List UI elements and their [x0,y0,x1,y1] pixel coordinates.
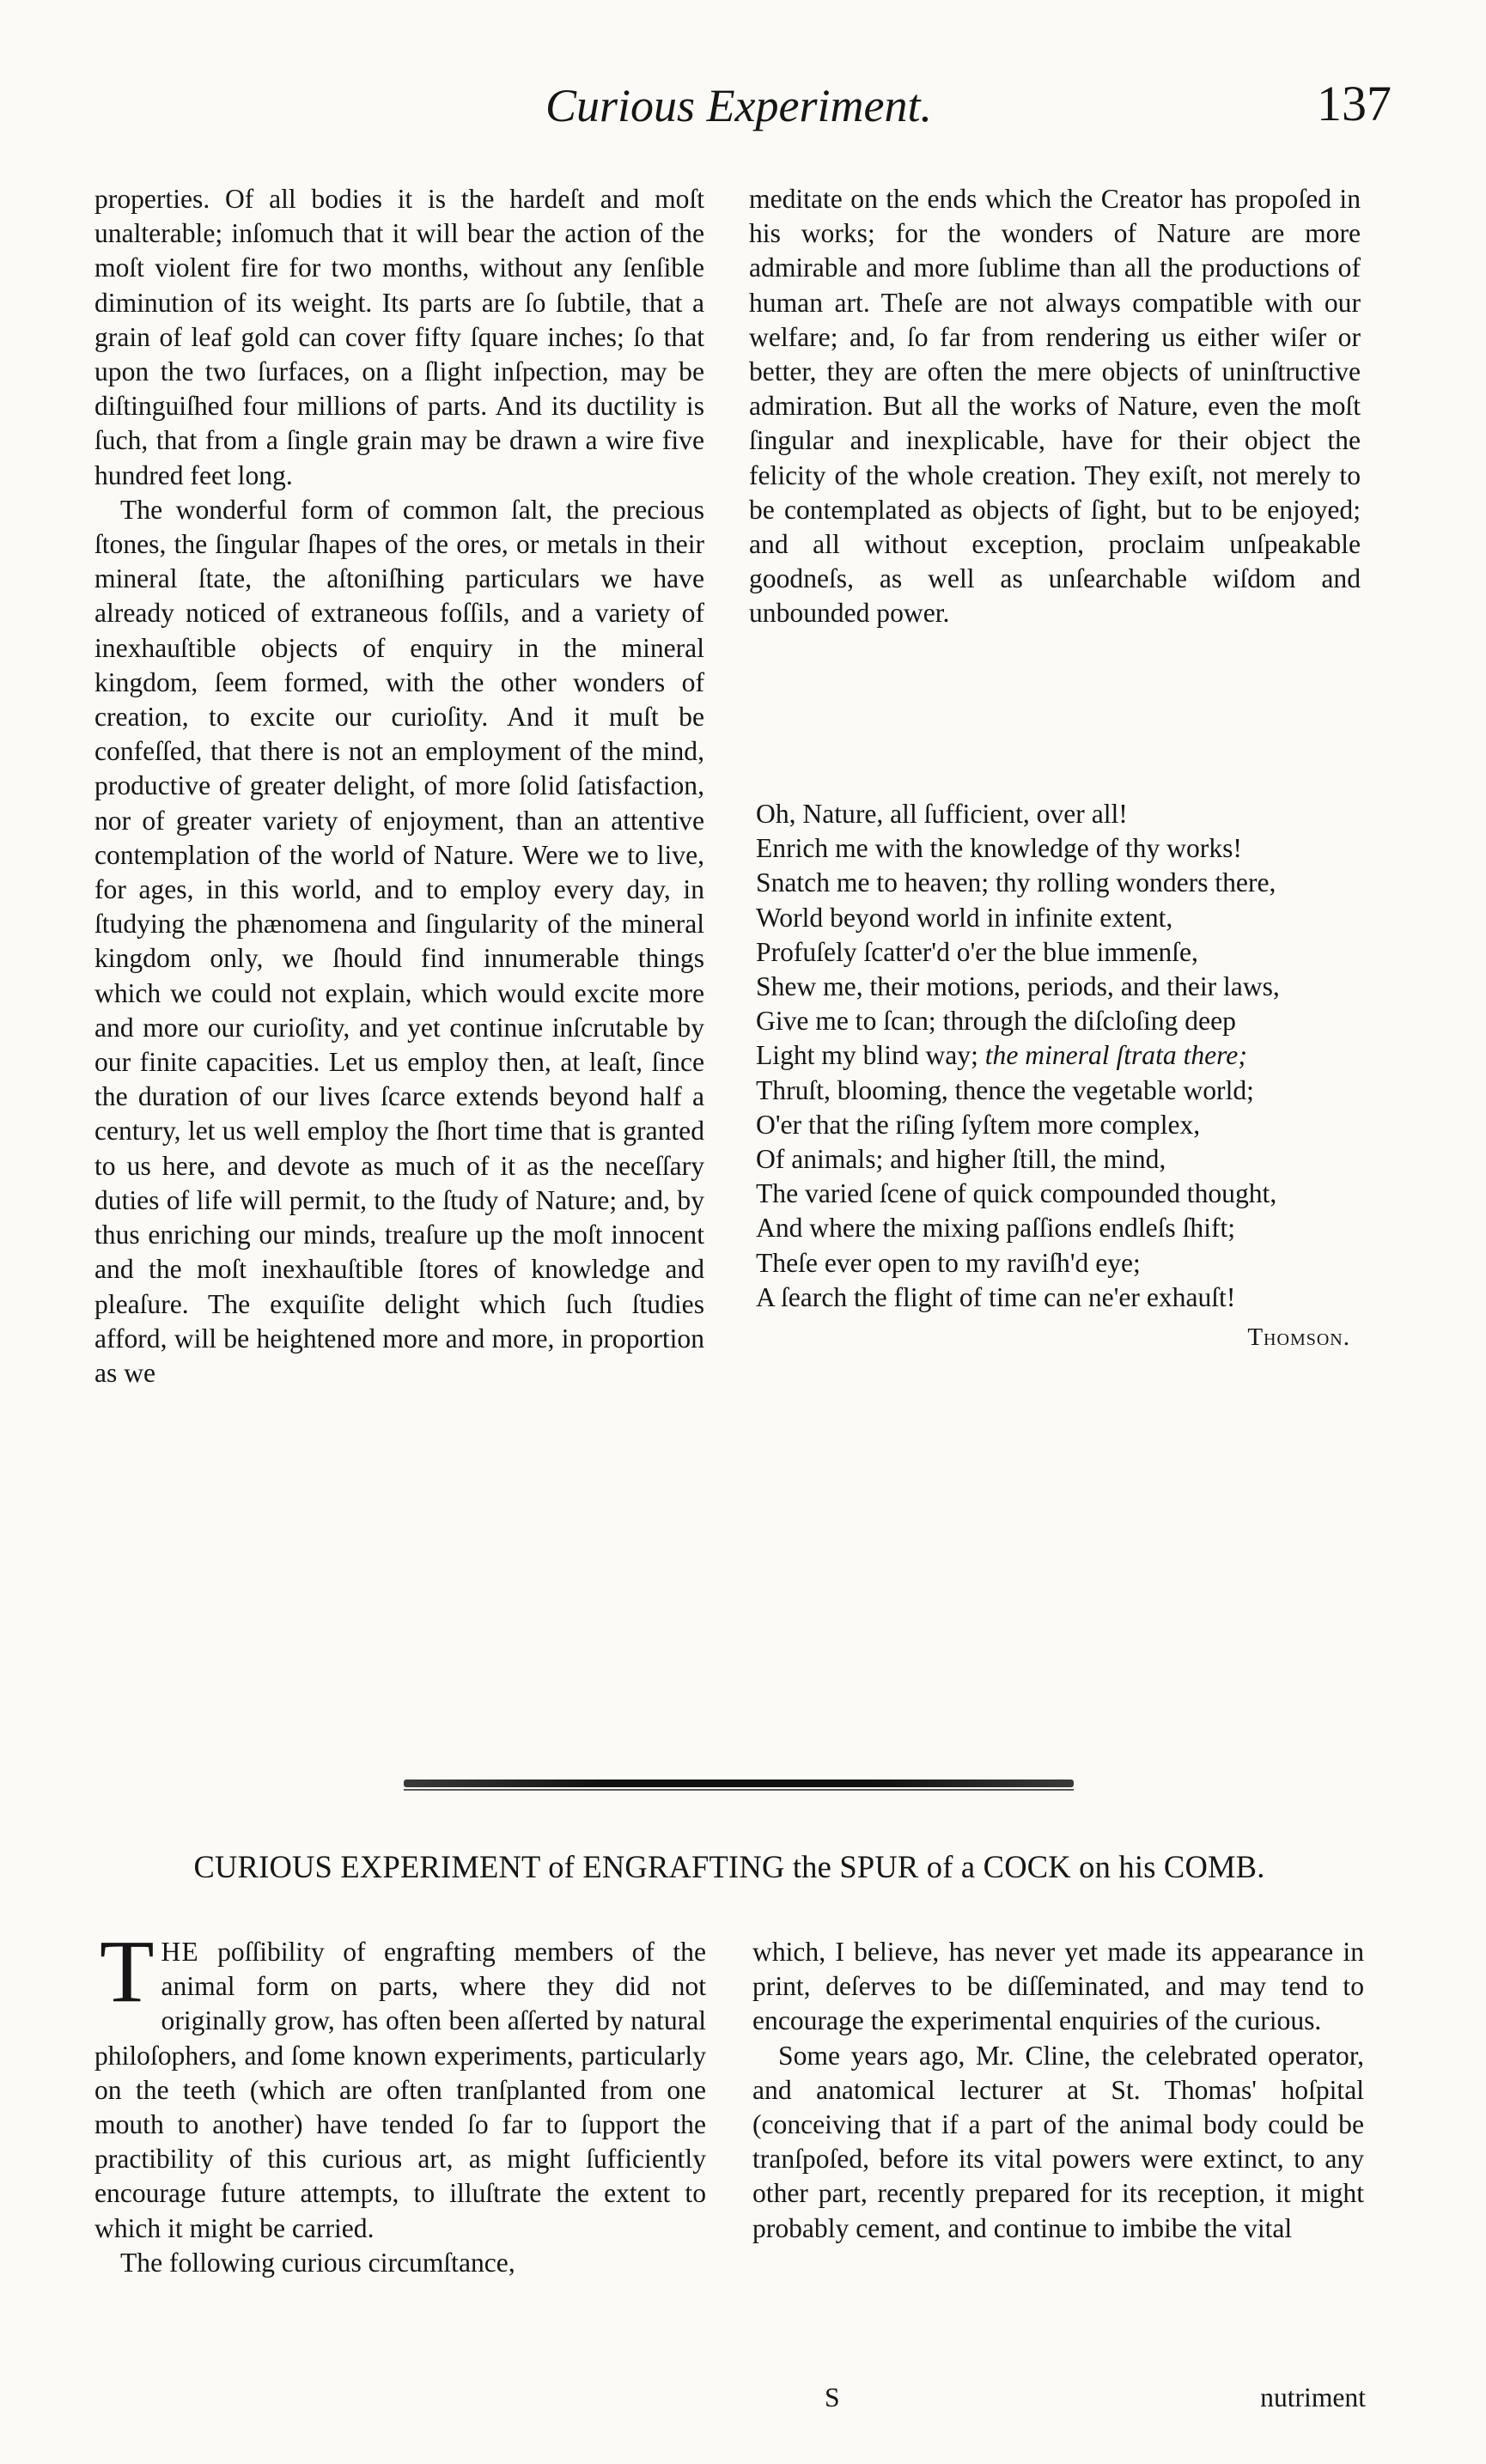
first-word: HE [161,1937,199,1967]
paragraph-text: poſſibility of engrafting members of the animal form on parts, where they did not originally grow, has often been aſſerted by natural philoſophers, and ſome known experiments, particularly on the teeth (which are often tranſplanted from one mouth to another) have tended ſo far to ſupport the practibility of this curious art, as might ſufficiently encourage future attempts, to illuſtrate the extent to which it might be carried. [94,1937,706,2243]
paragraph: The wonderful form of common ſalt, the precious ſtones, the ſingular ſhapes of the ores, or metals in their mineral ſtate, the aſtoniſhing particulars we have already noticed of extraneous foſſils, and a variety of inexhauſtible objects of enquiry in the mineral kingdom, ſeem formed, with the other wonders of creation, to excite our curioſity. And it muſt be confeſſed, that there is not an employment of the mind, productive of greater delight, of more ſolid ſatisfaction, nor of greater variety of enjoyment, than an attentive contemplation of the world of Nature. Were we to live, for ages, in this world, and to employ every day, in ſtudying the phænomena and ſingularity of the mineral kingdom only, we ſhould find innumerable things which we could not explain, which would excite more and more our curioſity, and yet continue inſcrutable by our finite capacities. Let us employ then, at leaſt, ſince the duration of our lives ſcarce extends beyond half a century, let us well employ the ſhort time that is granted to us here, and devote as much of it as the neceſſary duties of life will permit, to the ſtudy of Nature; and, by thus enriching our minds, treaſure up the moſt innocent and the moſt inexhauſtible ſtores of knowledge and pleaſure. The exquiſite delight which ſuch ſtudies afford, will be heightened more and more, in proportion as we [94,494,704,1388]
paragraph: meditate on the ends which the Creator has propoſed in his works; for the wonders of Nature are more admirable and more ſublime than all the productions of human art. Theſe are not always compatible with our welfare; and, ſo far from rendering us either wiſer or better, they are often the mere objects of uninſtructive admiration. But all the works of Nature, even the moſt ſingular and inexplicable, have for their object the felicity of the whole creation. They exiſt, not merely to be contemplated as objects of ſight, but to be enjoyed; and all without exception, proclaim unſpeakable goodneſs, as well as unſearchable wiſdom and unbounded power. [749,184,1361,629]
poem-line: Snatch me to heaven; thy rolling wonders there, [756,867,1276,898]
poem-line: A ſearch the flight of time can ne'er exhauſt! [756,1281,1236,1312]
poem-line: Thruſt, blooming, thence the vegetable world; [756,1074,1254,1105]
catchword: nutriment [1260,2382,1366,2412]
poem-italic-phrase: the mineral ſtrata there; [984,1040,1247,1071]
paragraph: Some years ago, Mr. Cline, the celebrated operator, and anatomical lecturer at St. Thomas' hoſpital (conceiving that if a part of the animal body could be tranſpoſed, before its vital powers were extinct, to any other part, recently prepared for its reception, it might probably cement, and continue to imbibe the vital [752,2040,1364,2243]
poem-line: Of animals; and higher ſtill, the mind, [756,1144,1166,1175]
left-column-top [94,182,704,1390]
poem-line-text: Light my blind way; [756,1040,978,1071]
section-divider-rule [404,1780,1074,1787]
article-title: CURIOUS EXPERIMENT of ENGRAFTING the SPUR of a COCK on his COMB. [193,1849,1265,1884]
left-column-bottom [94,1922,706,2280]
drop-cap: T [100,1922,155,2021]
paragraph: which, I believe, has never yet made its appearance in print, deſerves to be diſſeminated, and may tend to encourage the experimental enquiries of the curious. [752,1937,1364,2036]
poem-line: Shew me, their motions, periods, and their laws, [756,971,1280,1002]
poem-line: Oh, Nature, all ſufficient, over all! [756,799,1128,829]
right-column-top [749,182,1361,631]
poem-line: Theſe ever open to my raviſh'd eye; [756,1247,1141,1278]
poem-line: World beyond world in infinite extent, [756,902,1173,933]
poem-line-with-italic [756,1038,1362,1073]
poem-line: The varied ſcene of quick compounded thought, [756,1178,1277,1209]
signature-mark: S [825,2382,840,2412]
poem-author: Thomson. [1247,1323,1350,1352]
running-title: Curious Experiment. [545,80,932,131]
right-column-bottom [752,1935,1364,2246]
poem-line: Enrich me with the knowledge of thy works! [756,833,1242,864]
poem [756,797,1362,1354]
poem-line: O'er that the riſing ſyſtem more complex, [756,1109,1201,1140]
paragraph [94,1922,706,2246]
paragraph: properties. Of all bodies it is the hardeſt and moſt unalterable; inſomuch that it will bear the action of the moſt violent fire for two months, without any ſenſible diminution of its weight. Its parts are ſo ſubtile, that a grain of leaf gold can cover fifty ſquare inches; ſo that upon the two ſurfaces, on a ſlight inſpection, may be diſtinguiſhed four millions of parts. And its ductility is ſuch, that from a ſingle grain may be drawn a wire five hundred feet long. [94,184,704,490]
poem-line: Profuſely ſcatter'd o'er the blue immenſe, [756,936,1198,967]
paragraph: The following curious circumſtance, [120,2247,515,2278]
poem-line: Give me to ſcan; through the diſcloſing deep [756,1006,1236,1037]
page-number: 137 [1317,76,1392,131]
poem-line: And where the mixing paſſions endleſs ſhift; [756,1213,1236,1244]
